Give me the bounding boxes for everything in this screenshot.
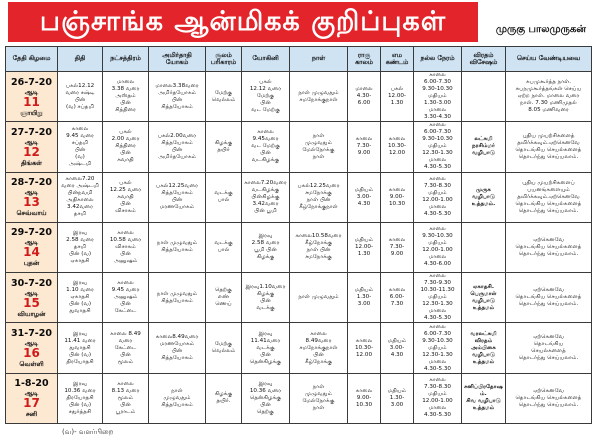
date-aadi: ஆடி — [24, 238, 39, 247]
column-header: அமிர்தாதி யோகம் — [149, 47, 206, 72]
cell-text: தெற்கு எண் ணெய் — [215, 287, 232, 308]
soolam-cell — [206, 373, 242, 423]
cell-text: இரவு 1.10 வரை ஏகாதசி பின் (வ) துவாதசி — [66, 280, 94, 315]
cell-text: காலை 6.00- 7.30 — [388, 287, 406, 308]
cell-text: நாள் முழுவதும் — [298, 294, 339, 301]
ema-kandam-cell — [381, 323, 414, 373]
date-aadi: ஆடி — [24, 339, 39, 348]
author-byline: முருகு பாலமுருகன் — [495, 24, 586, 35]
date-date: 30-7-20 — [11, 277, 52, 289]
cell-text: காலை 7.30- 9.00 — [355, 136, 373, 157]
table-row — [6, 222, 592, 272]
yogam-cell — [149, 72, 206, 122]
rahu-kalam-cell — [348, 72, 381, 122]
cell-text: ஏகாதசி. பெருமாள் வழிபாடு உத்தமம் — [470, 283, 497, 311]
yogam-cell — [149, 373, 206, 423]
cell-text: காலை 9.45வரை வட மேற்கு பின் வடகிழக்கு — [251, 129, 280, 164]
soolam-cell — [206, 323, 242, 373]
cell-text: காலை 10.30- 12.00 — [387, 136, 407, 157]
cell-text: வரலட்சுமி விரதம் அம்பிகை வழிபாடு உத்தமம் — [470, 330, 497, 365]
cell-text: சனிப்பிரதோஷம். சிவ வழிபாடு உத்தமம் — [464, 384, 503, 412]
cell-text: பகல்12.12 வரை சஷ்டி பின் (வ) சப்தமி — [65, 82, 95, 110]
table-row — [6, 323, 592, 373]
column-header: ராகு காலம் — [348, 47, 381, 72]
todo-cell — [506, 172, 592, 222]
rahu-kalam-cell — [348, 172, 381, 222]
cell-text: புதிய முயற்சிகளைத் தவிர்க்கவும்.ஏற்கெனவே தொடங்கிய செயல்களைத் தொடர்ந்து செய்யலாம். — [515, 132, 582, 160]
tithi-cell — [58, 72, 103, 122]
yogam-cell — [149, 323, 206, 373]
ema-kandam-cell — [381, 72, 414, 122]
cell-text: காலை8.49வரை மரணயோகம் பின் சித்தயோகம் — [155, 334, 199, 362]
yogam-cell — [149, 122, 206, 172]
date-cell — [6, 373, 58, 423]
tithi-cell — [58, 323, 103, 373]
nalla-neram-cell — [414, 172, 462, 222]
nalla-neram-cell — [414, 222, 462, 272]
date-day: 14 — [23, 245, 40, 260]
todo-cell — [506, 122, 592, 172]
nalla-neram-cell — [414, 273, 462, 323]
cell-text: பகல் 2.00 வரை சித்திரை பின் சுவாதி — [111, 129, 140, 164]
column-header: யோகினி — [242, 47, 290, 72]
cell-text: நாள் முழுவதும் சித்தயோகம் — [161, 387, 193, 408]
todo-cell — [506, 72, 592, 122]
cell-text: மதியம் 3.00- 4.30 — [387, 337, 407, 358]
yogini-cell — [242, 172, 290, 222]
page-title: பஞ்சாங்க ஆன்மிகக் குறிப்புகள் — [8, 2, 478, 42]
date-day: 13 — [23, 195, 40, 210]
cell-text: காலை7.20 வரை அஷ்டமி பின்நவமி அதிகாலை 3.42வரை தசமி — [61, 176, 99, 218]
cell-text: மாலை 3.38 வரை அஸ்தம் பின் சித்திரை — [111, 79, 140, 114]
date-weekday: வியாழன் — [17, 309, 46, 318]
soolam-cell — [206, 122, 242, 172]
date-aadi: ஆடி — [24, 87, 39, 96]
cell-text: காலை 8.13 வரை மூலம் பின் பூராடம் — [111, 380, 140, 415]
cell-text: இரவு 10.36 வரை திரயோதசி பின் (வ) சதுர்த்தசி — [64, 380, 96, 415]
date-day: 16 — [23, 346, 40, 361]
yogini-cell — [242, 373, 290, 423]
cell-text: ஏற்கெனவே தொடங்கிய செயல்களைத் தொடர்ந்து செய்யலாம். — [518, 334, 579, 362]
date-cell — [6, 122, 58, 172]
cell-text: காலை 9.45 வரை சப்தமி பின் (வ) அஷ்டமி — [66, 125, 94, 167]
cell-text: காலை 10.58 வரை விசாகம் பின் அனுஷம் — [109, 229, 142, 264]
yogini-cell — [242, 323, 290, 373]
date-day: 15 — [23, 295, 40, 310]
naal-cell — [290, 273, 348, 323]
todo-cell — [506, 373, 592, 423]
ema-kandam-cell — [381, 172, 414, 222]
cell-text: இரவு 10.36 வரை தென்கிழக்கு பின் தெற்கு — [249, 380, 282, 415]
tithi-cell — [58, 222, 103, 272]
cell-text: இரவு 11.41வரை வடக்கு பின் தென்கிழக்கு — [249, 330, 282, 365]
viratham-cell — [462, 273, 506, 323]
yogini-cell — [242, 222, 290, 272]
date-date: 27-7-20 — [11, 126, 52, 138]
viratham-cell — [462, 323, 506, 373]
column-header: தேதி கிழமை — [6, 47, 58, 72]
viratham-cell — [462, 373, 506, 423]
date-weekday: திங்கள் — [20, 158, 43, 167]
todo-cell — [506, 222, 592, 272]
date-aadi: ஆடி — [24, 288, 39, 297]
column-header: நாள் — [290, 47, 348, 72]
table-row — [6, 273, 592, 323]
column-header: நட்சத்திரம் — [103, 47, 149, 72]
nakshatra-cell — [103, 122, 149, 172]
cell-text: மேற்கு வெல்லம் — [211, 89, 236, 103]
naal-cell — [290, 72, 348, 122]
date-day: 12 — [23, 144, 40, 159]
date-day: 11 — [23, 94, 40, 109]
rahu-kalam-cell — [348, 273, 381, 323]
cell-text: ஏற்கெனவே தொடங்கிய செயல்களைத் தொடர்ந்து செய்யலாம். — [515, 236, 582, 257]
tithi-cell — [58, 172, 103, 222]
cell-text: காலை 6.00-7.30 9.30-10.30 மதியம் 12.30-1.30 மாலை 4.30-5.30 — [422, 122, 453, 171]
nakshatra-cell — [103, 172, 149, 222]
column-header: சூலம் பரிகாரம் — [206, 47, 242, 72]
cell-text: கிழக்கு தயிர் — [214, 139, 233, 153]
cell-text: லட்சுமி நரசிம்மர் வழிபாடு — [472, 136, 495, 157]
cell-text: நாள் முழுவதும் சமநோக்குநாள் — [298, 89, 339, 103]
table-row — [6, 122, 592, 172]
cell-text: பகல் 12.12 வரை மேற்கு பின் வட மேற்கு — [249, 79, 282, 114]
cell-text: மதியம் 12.00- 1.30 — [354, 236, 374, 257]
table-row — [6, 373, 592, 423]
cell-text: ஏற்கெனவே தொடங்கிய செயல்களைத் தொடர்ந்து செய்யலாம். — [515, 287, 582, 308]
column-header: எம கண்டம் — [381, 47, 414, 72]
cell-text: காலை 8.49வரை சமநோக்குநாள் பின் கீழ்நோக்கு — [299, 330, 338, 365]
date-date: 29-7-20 — [11, 227, 52, 239]
column-header: செய்ய வேண்டியவை — [506, 47, 592, 72]
cell-text: பகல்12.25வரை சித்தயோகம் பின் மரணயோகம் — [156, 183, 198, 211]
cell-text: காலை 10.30- 12.00 — [354, 337, 374, 358]
date-date: 26-7-20 — [11, 76, 52, 88]
cell-text: புதிய முயற்சிகளைப் பயனங்களையும் தவிர்க்கவும்.ஏற்கெனவே தொடங்கிய செயல்களைத் தொடர்ந்து செய்யலாம். — [515, 179, 582, 214]
naal-cell — [290, 222, 348, 272]
naal-cell — [290, 122, 348, 172]
date-cell — [6, 72, 58, 122]
yogini-cell — [242, 122, 290, 172]
date-aadi: ஆடி — [24, 389, 39, 398]
column-header: திதி — [58, 47, 103, 72]
nalla-neram-cell — [414, 373, 462, 423]
cell-text: நாள் முழுவதும் மேல்நோக்கு நாள் — [302, 384, 335, 412]
rahu-kalam-cell — [348, 373, 381, 423]
cell-text: காலை 9.45 வரை அனுஷம் பின் கேட்டை — [111, 280, 140, 315]
rahu-kalam-cell — [348, 122, 381, 172]
cell-text: காலை 7.30- 9.00 — [388, 236, 406, 257]
cell-text: பகல்12.25வரை சமநோக்கு நாள் பின் கீழ்நோக்குநாள் — [297, 183, 340, 211]
viratham-cell — [462, 222, 506, 272]
cell-text: காலை 9.30-10.30 மதியம் 12.00-1.00 மாலை 4.30-6.00 — [422, 226, 453, 268]
soolam-cell — [206, 72, 242, 122]
rahu-kalam-cell — [348, 222, 381, 272]
cell-text: மதியம் 3.00- 4.30 — [354, 186, 374, 207]
naal-cell — [290, 172, 348, 222]
nalla-neram-cell — [414, 122, 462, 172]
cell-text: காலை 6.00-7.30 9.30-10.30 மதியம் 1.30-3.00 மாலை 3.30-4.30 — [422, 72, 453, 121]
date-cell — [6, 172, 58, 222]
table-row — [6, 72, 592, 122]
footnote: (வ)- வளர்பிறை — [62, 428, 114, 436]
tithi-cell — [58, 373, 103, 423]
ema-kandam-cell — [381, 122, 414, 172]
soolam-cell — [206, 273, 242, 323]
date-aadi: ஆடி — [24, 137, 39, 146]
table-row — [6, 172, 592, 222]
ema-kandam-cell — [381, 373, 414, 423]
nakshatra-cell — [103, 323, 149, 373]
cell-text: காலை 9.00- 10.30 — [388, 186, 406, 207]
cell-text: காலை 7.30-8.30 மதியம் 12.00-1.00 மாலை 4.30-5.30 — [422, 377, 453, 419]
soolam-cell — [206, 222, 242, 272]
date-weekday: புதன் — [23, 259, 40, 268]
cell-text: நாள் முழுவதும் சித்தயோகம் — [156, 290, 198, 304]
date-cell — [6, 222, 58, 272]
cell-text: சுபமுகூர்த்த நாள். சுபநமுகூர்த்தங்கள் செய்ய ஏற்ற நாள். மாலை வரை நாள். 7.30 மணிமுதல் 8.05 மணிவரை — [515, 79, 582, 114]
nakshatra-cell — [103, 72, 149, 122]
rahu-kalam-cell — [348, 323, 381, 373]
ema-kandam-cell — [381, 273, 414, 323]
tithi-cell — [58, 273, 103, 323]
viratham-cell — [462, 72, 506, 122]
header-banner — [0, 0, 596, 44]
viratham-cell — [462, 122, 506, 172]
date-weekday: வெள்ளி — [19, 360, 44, 369]
cell-text: மதியம் 1.30- 3.00 — [354, 287, 374, 308]
date-cell — [6, 323, 58, 373]
cell-text: இரவு 11.41 வரை துவாதசி பின் (வ) திரயோதசி — [64, 330, 96, 365]
cell-text: வடக்கு பால் — [214, 240, 233, 254]
yogam-cell — [149, 172, 206, 222]
cell-text: நாள் முழுவதும் மேல்நோக்கு நாள் — [302, 132, 335, 160]
todo-cell — [506, 273, 592, 323]
cell-text: நாள் முழுவதும் சித்தயோகம் — [156, 240, 198, 254]
cell-text: மதியம் 1.30- 3.00 — [387, 387, 407, 408]
yogam-cell — [149, 273, 206, 323]
cell-text: காலை 9.00- 10.30 — [355, 387, 373, 408]
date-date: 28-7-20 — [11, 177, 52, 189]
date-date: 1-8-20 — [14, 378, 49, 390]
yogini-cell — [242, 273, 290, 323]
panchangam-table — [5, 46, 592, 424]
cell-text: மாலை3.38வரை அமிர்தயோகம் பின் சித்தயோகம் — [155, 82, 199, 110]
soolam-cell — [206, 172, 242, 222]
cell-text: பகல் 12.00- 1.30 — [387, 86, 407, 107]
cell-text: காலை 7.30-8.30 மதியம் 12.00-1.00 மாலை 4.30-5.30 — [422, 176, 453, 218]
date-weekday: ஞாயிறு — [20, 108, 43, 117]
date-aadi: ஆடி — [24, 188, 39, 197]
cell-text: இரவு1.10வரை கிழக்கு பின் வடக்கு — [245, 283, 286, 311]
date-weekday: சனி — [25, 410, 38, 419]
nakshatra-cell — [103, 373, 149, 423]
cell-text: காலை 7.30-9.30 10.30-11.30 மதியம் 12.30-1.30 மாலை 4.30-5.30 — [420, 273, 455, 322]
cell-text: ஏற்கெனவே தொடங்கிய செயல்களைத் தொடர்ந்து செய்யலாம். — [515, 387, 582, 408]
viratham-cell — [462, 172, 506, 222]
cell-text: காலை 6.00-7.30 9.30-10.30 மதியம் 12.30-1.30 மாலை 4.30-5.30 — [422, 323, 453, 372]
date-cell — [6, 273, 58, 323]
date-weekday: செவ்வாய் — [16, 209, 47, 218]
yogam-cell — [149, 222, 206, 272]
nakshatra-cell — [103, 273, 149, 323]
cell-text: கிழக்கு தயிர். — [214, 391, 233, 405]
cell-text: மாலை 4.30- 6.00 — [355, 86, 373, 107]
naal-cell — [290, 323, 348, 373]
cell-text: முருக வழிபாடு உத்தமம். — [471, 186, 496, 207]
cell-text: காலை7.20வரை வடகிழக்கு பின்கிழக்கு 3.42வரை பின் பூமி — [244, 179, 287, 214]
date-date: 31-7-20 — [11, 328, 52, 340]
cell-text: இரவு 2.58 வரை பூமி பின் கிழக்கு — [251, 233, 280, 261]
todo-cell — [506, 323, 592, 373]
date-day: 17 — [23, 396, 40, 411]
column-header: விரதம் விசேஷம் — [462, 47, 506, 72]
cell-text: மேற்கு வெல்லம் — [211, 341, 236, 355]
cell-text: பகல்2.00வரை சித்தயோகம் பின் அமிர்தயோகம் — [157, 132, 197, 160]
cell-text: காலை10.58வரை கீழ்நோக்கு நாள் பின் சமநோக்கு — [295, 233, 342, 261]
tithi-cell — [58, 122, 103, 172]
yogini-cell — [242, 72, 290, 122]
nalla-neram-cell — [414, 323, 462, 373]
table-header-row — [6, 47, 592, 72]
cell-text: பகல் 12.25 வரை சுவாதி பின் விசாகம் — [109, 179, 142, 214]
cell-text: இரவு 2.58 வரை தசமி பின் (வ) ஏகாதசி — [66, 229, 94, 264]
cell-text: வடக்கு பால் — [214, 190, 233, 204]
column-header: நல்ல நேரம் — [414, 47, 462, 72]
nalla-neram-cell — [414, 72, 462, 122]
ema-kandam-cell — [381, 222, 414, 272]
naal-cell — [290, 373, 348, 423]
cell-text: காலை 8.49 வரை கேட்டை பின் மூலம் — [110, 330, 141, 365]
nakshatra-cell — [103, 222, 149, 272]
